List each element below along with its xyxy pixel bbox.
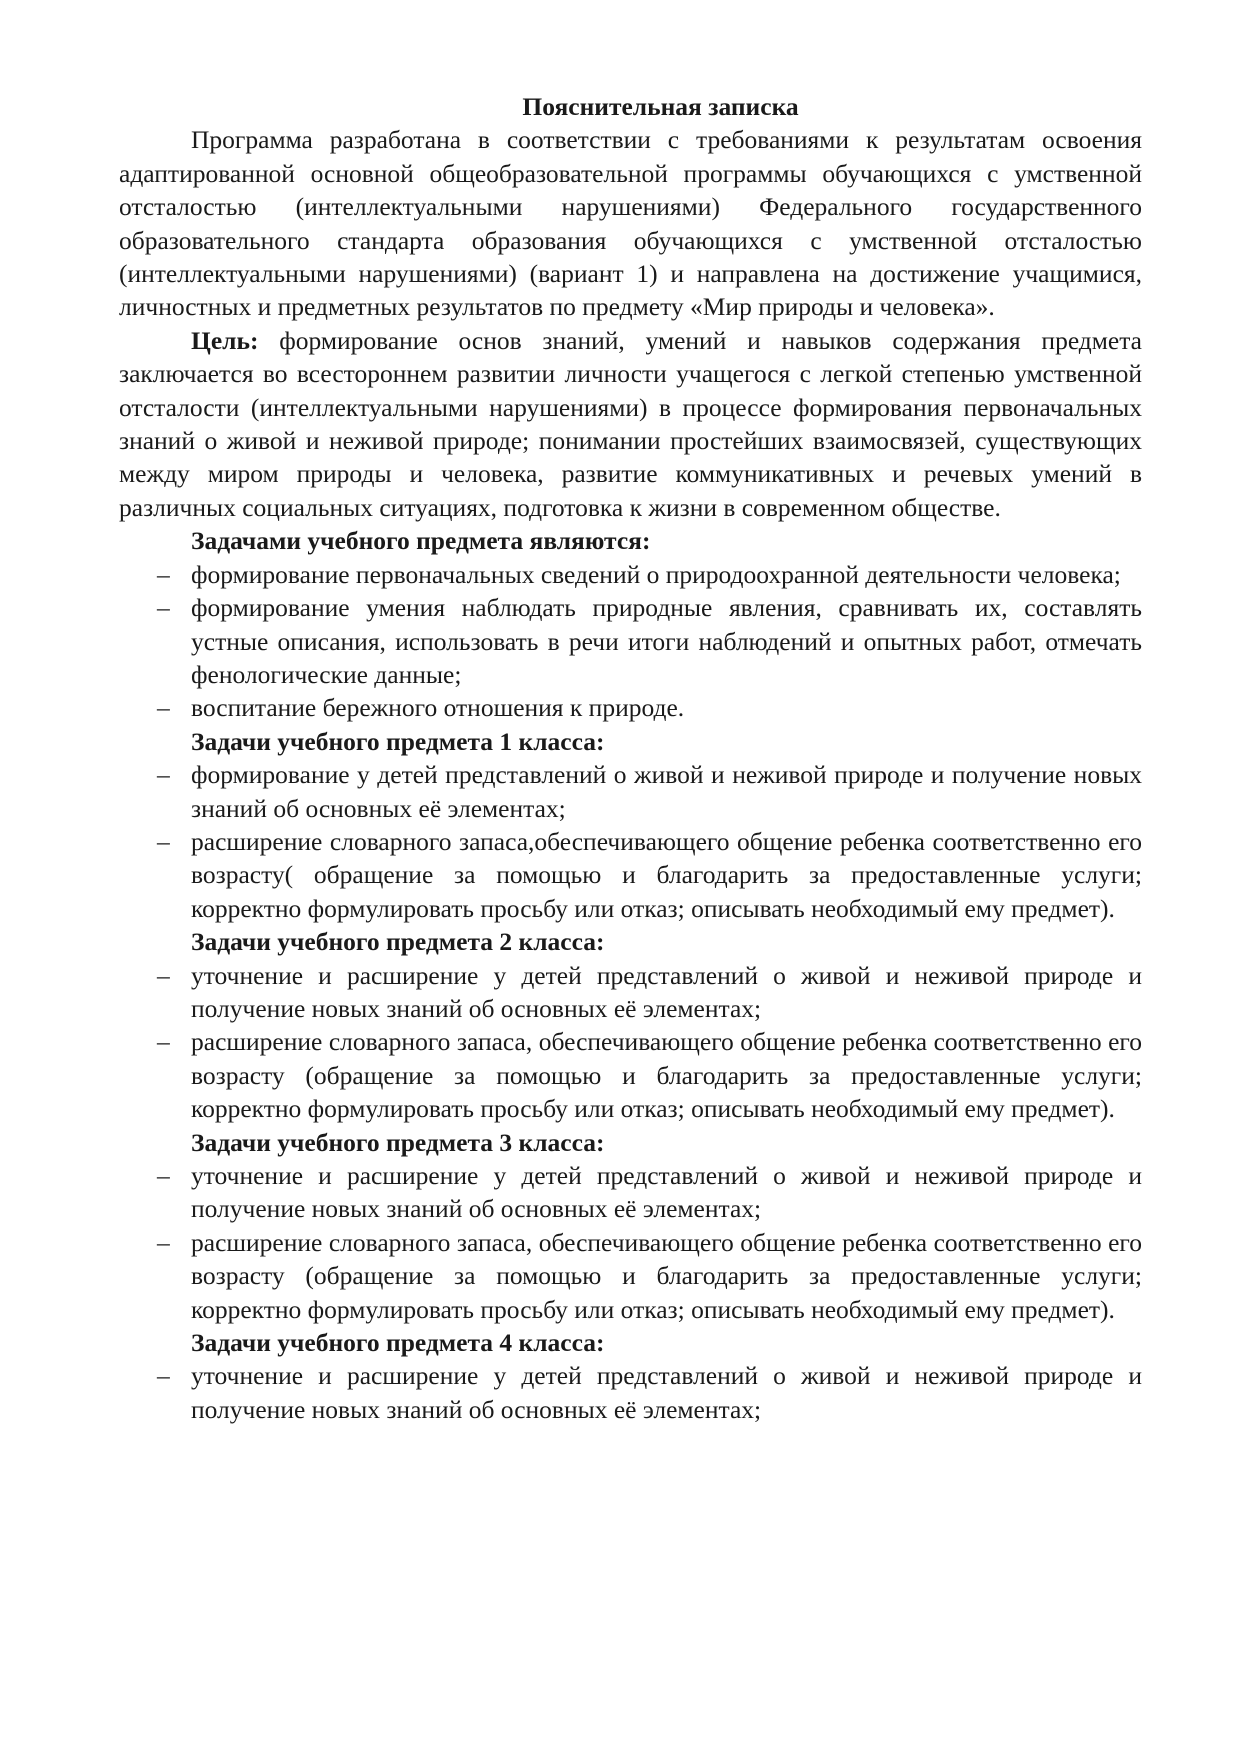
dash-bullet: – [157,559,170,589]
goal-label: Цель: [191,325,259,355]
goal-paragraph [119,324,1142,524]
dash-bullet: – [157,693,170,723]
dash-bullet: – [157,593,170,623]
section-heading-grade-2: Задачи учебного предмета 2 класса: [191,927,605,957]
objectives-list [119,558,1142,725]
list-item: – расширение словарного запаса,обеспечивающего общение ребенка соответственно его возрасту( обращение за помощью и благодарить за предоставленные услуги; корректно формулировать просьбу или отказ; описывать необходимый ему предмет). [157,826,1142,923]
dash-bullet: – [157,1027,170,1057]
section-heading-grade-4: Задачи учебного предмета 4 класса: [191,1328,605,1358]
document-page [119,90,1142,1426]
grade-1-list [119,758,1142,925]
document-title: Пояснительная записка [522,92,799,121]
section-heading-grade-1: Задачи учебного предмета 1 класса: [191,726,605,756]
dash-bullet: – [157,760,170,790]
section-heading-grade-3: Задачи учебного предмета 3 класса: [191,1127,605,1157]
dash-bullet: – [157,826,170,856]
dash-bullet: – [157,960,170,990]
dash-bullet: – [157,1227,170,1257]
list-item: – расширение словарного запаса, обеспечивающего общение ребенка соответственно его возрасту (обращение за помощью и благодарить за предоставленные услуги; корректно формулировать просьбу или отказ; описывать необходимый ему предмет). [157,1227,1142,1324]
list-item: – расширение словарного запаса, обеспечивающего общение ребенка соответственно его возрасту (обращение за помощью и благодарить за предоставленные услуги; корректно формулировать просьбу или отказ; описывать необходимый ему предмет). [157,1027,1142,1124]
list-item: – формирование первоначальных сведений о природоохранной деятельности человека; [119,558,1142,591]
dash-bullet: – [157,1161,170,1190]
intro-paragraph: Программа разработана в соответствии с требованиями к результатам освоения адаптированной основной общеобразовательной программы обучающихся с умственной отсталостью (интеллектуальными нарушениями) Федерального государственного образовательного стандарта образования обучающихся с умственной отсталостью (интеллектуальными нарушениями) (вариант 1) и направлена на достижение учащимися, личностных и предметных результатов по предмету «Мир природы и человека». [119,125,1142,322]
list-item: – формирование умения наблюдать природные явления, сравнивать их, составлять устные описания, использовать в речи итоги наблюдений и опытных работ, отмечать фенологические данные; [157,593,1142,689]
list-item: – формирование у детей представлений о живой и неживой природе и получение новых знаний об основных её элементах; [157,760,1142,823]
grade-3-list [119,1159,1142,1326]
list-item: – воспитание бережного отношения к природе. [119,691,1142,724]
grade-4-list [119,1359,1142,1426]
list-item: – уточнение и расширение у детей представлений о живой и неживой природе и получение новых знаний об основных её элементах; [157,1361,1142,1424]
section-heading-objectives: Задачами учебного предмета являются: [191,526,651,556]
dash-bullet: – [157,1361,170,1391]
grade-2-list [119,959,1142,1126]
goal-text: формирование основ знаний, умений и навыков содержания предмета заключается во всестороннем развитии личности учащегося с легкой степенью умственной отсталости (интеллектуальными нарушениями) в процессе формирования первоначальных знаний о живой и неживой природе; понимании простейших взаимосвязей, существующих между миром природы и человека, развитие коммуникативных и речевых умений в различных социальных ситуациях, подготовка к жизни в современном обществе. [119,325,1142,522]
list-item: – уточнение и расширение у детей представлений о живой и неживой природе и получение новых знаний об основных её элементах; [157,960,1142,1023]
list-item: – уточнение и расширение у детей представлений о живой и неживой природе и получение новых знаний об основных её элементах; [157,1161,1142,1224]
